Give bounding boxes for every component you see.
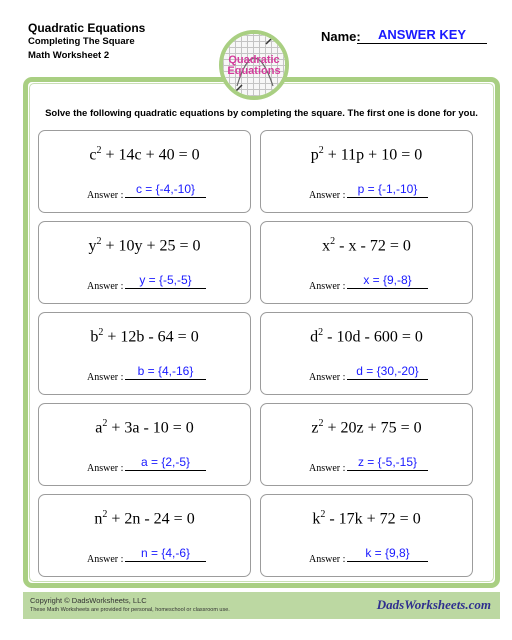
equation-exponent: 2 (102, 418, 108, 429)
equation-exponent: 2 (96, 236, 102, 247)
answer-label: Answer : (309, 281, 346, 292)
equation-terms: + 3a - 10 = 0 (107, 419, 194, 437)
answer-value: y = {-5,-5} (125, 273, 206, 289)
copyright-text: Copyright © DadsWorksheets, LLC (30, 596, 147, 605)
equation-terms: - 17k + 72 = 0 (325, 510, 421, 528)
equation-terms: + 20z + 75 = 0 (323, 419, 422, 437)
brand-logo: DadsWorksheets.com (376, 597, 491, 612)
answer-label: Answer : (87, 463, 124, 474)
problem-box (260, 312, 473, 395)
quadratic-logo (219, 30, 289, 100)
equation-variable: p (310, 146, 319, 164)
answer-label: Answer : (309, 463, 346, 474)
equation-variable: y (88, 237, 97, 255)
equation-exponent: 2 (96, 145, 102, 156)
instructions: Solve the following quadratic equations by completing the square. The first one is done for you. (45, 108, 478, 119)
equation (261, 418, 472, 437)
equation-exponent: 2 (320, 509, 326, 520)
equation (39, 145, 250, 164)
equation-terms: + 11p + 10 = 0 (323, 146, 423, 164)
equation (39, 418, 250, 437)
answer-label: Answer : (87, 554, 124, 565)
footer-bar (23, 592, 500, 619)
answer-label: Answer : (87, 190, 124, 201)
equation-exponent: 2 (318, 418, 324, 429)
answer-label: Answer : (309, 190, 346, 201)
equation-variable: x (322, 237, 331, 255)
equation-variable: c (89, 146, 97, 164)
equation-exponent: 2 (102, 509, 108, 520)
equation (39, 236, 250, 255)
name-field: ANSWER KEY (357, 27, 487, 44)
answer-value: c = {-4,-10} (125, 182, 206, 198)
equation-terms: + 12b - 64 = 0 (103, 328, 199, 346)
answer-value: k = {9,8} (347, 546, 428, 562)
logo-text-line2: Equations (227, 65, 281, 77)
equation (261, 145, 472, 164)
problem-box (38, 494, 251, 577)
answer-value: d = {30,-20} (347, 364, 428, 380)
equation (261, 327, 472, 346)
worksheet-number: Math Worksheet 2 (28, 50, 110, 61)
problem-box (260, 130, 473, 213)
problem-box (260, 403, 473, 486)
answer-value: p = {-1,-10} (347, 182, 428, 198)
problem-box (38, 312, 251, 395)
disclaimer-text: These Math Worksheets are provided for personal, homeschool or classroom use. (30, 607, 230, 613)
answer-value: z = {-5,-15} (347, 455, 428, 471)
answer-value: b = {4,-16} (125, 364, 206, 380)
worksheet-subtitle: Completing The Square (28, 36, 135, 47)
equation-variable: b (90, 328, 99, 346)
worksheet-title: Quadratic Equations (28, 21, 146, 35)
equation-terms: - x - 72 = 0 (335, 237, 411, 255)
equation-terms: + 2n - 24 = 0 (107, 510, 195, 528)
equation-terms: - 10d - 600 = 0 (323, 328, 423, 346)
answer-value: n = {4,-6} (125, 546, 206, 562)
equation-variable: a (95, 419, 103, 437)
equation (39, 509, 250, 528)
equation (261, 509, 472, 528)
equation-terms: + 14c + 40 = 0 (101, 146, 200, 164)
equation-variable: z (311, 419, 319, 437)
problem-box (38, 221, 251, 304)
equation-variable: d (310, 328, 319, 346)
answer-label: Answer : (309, 554, 346, 565)
equation (261, 236, 472, 255)
equation-exponent: 2 (98, 327, 104, 338)
problem-box (38, 130, 251, 213)
answer-value: x = {9,-8} (347, 273, 428, 289)
equation-terms: + 10y + 25 = 0 (101, 237, 201, 255)
equation (39, 327, 250, 346)
equation-exponent: 2 (330, 236, 336, 247)
problem-box (260, 221, 473, 304)
answer-label: Answer : (87, 372, 124, 383)
equation-variable: n (94, 510, 103, 528)
name-label: Name: (321, 29, 361, 44)
equation-exponent: 2 (318, 327, 324, 338)
answer-label: Answer : (87, 281, 124, 292)
equation-variable: k (312, 510, 321, 528)
problem-box (260, 494, 473, 577)
answer-label: Answer : (309, 372, 346, 383)
problem-box (38, 403, 251, 486)
logo-text-line1: Quadratic (228, 54, 280, 66)
answer-value: a = {2,-5} (125, 455, 206, 471)
equation-exponent: 2 (318, 145, 324, 156)
